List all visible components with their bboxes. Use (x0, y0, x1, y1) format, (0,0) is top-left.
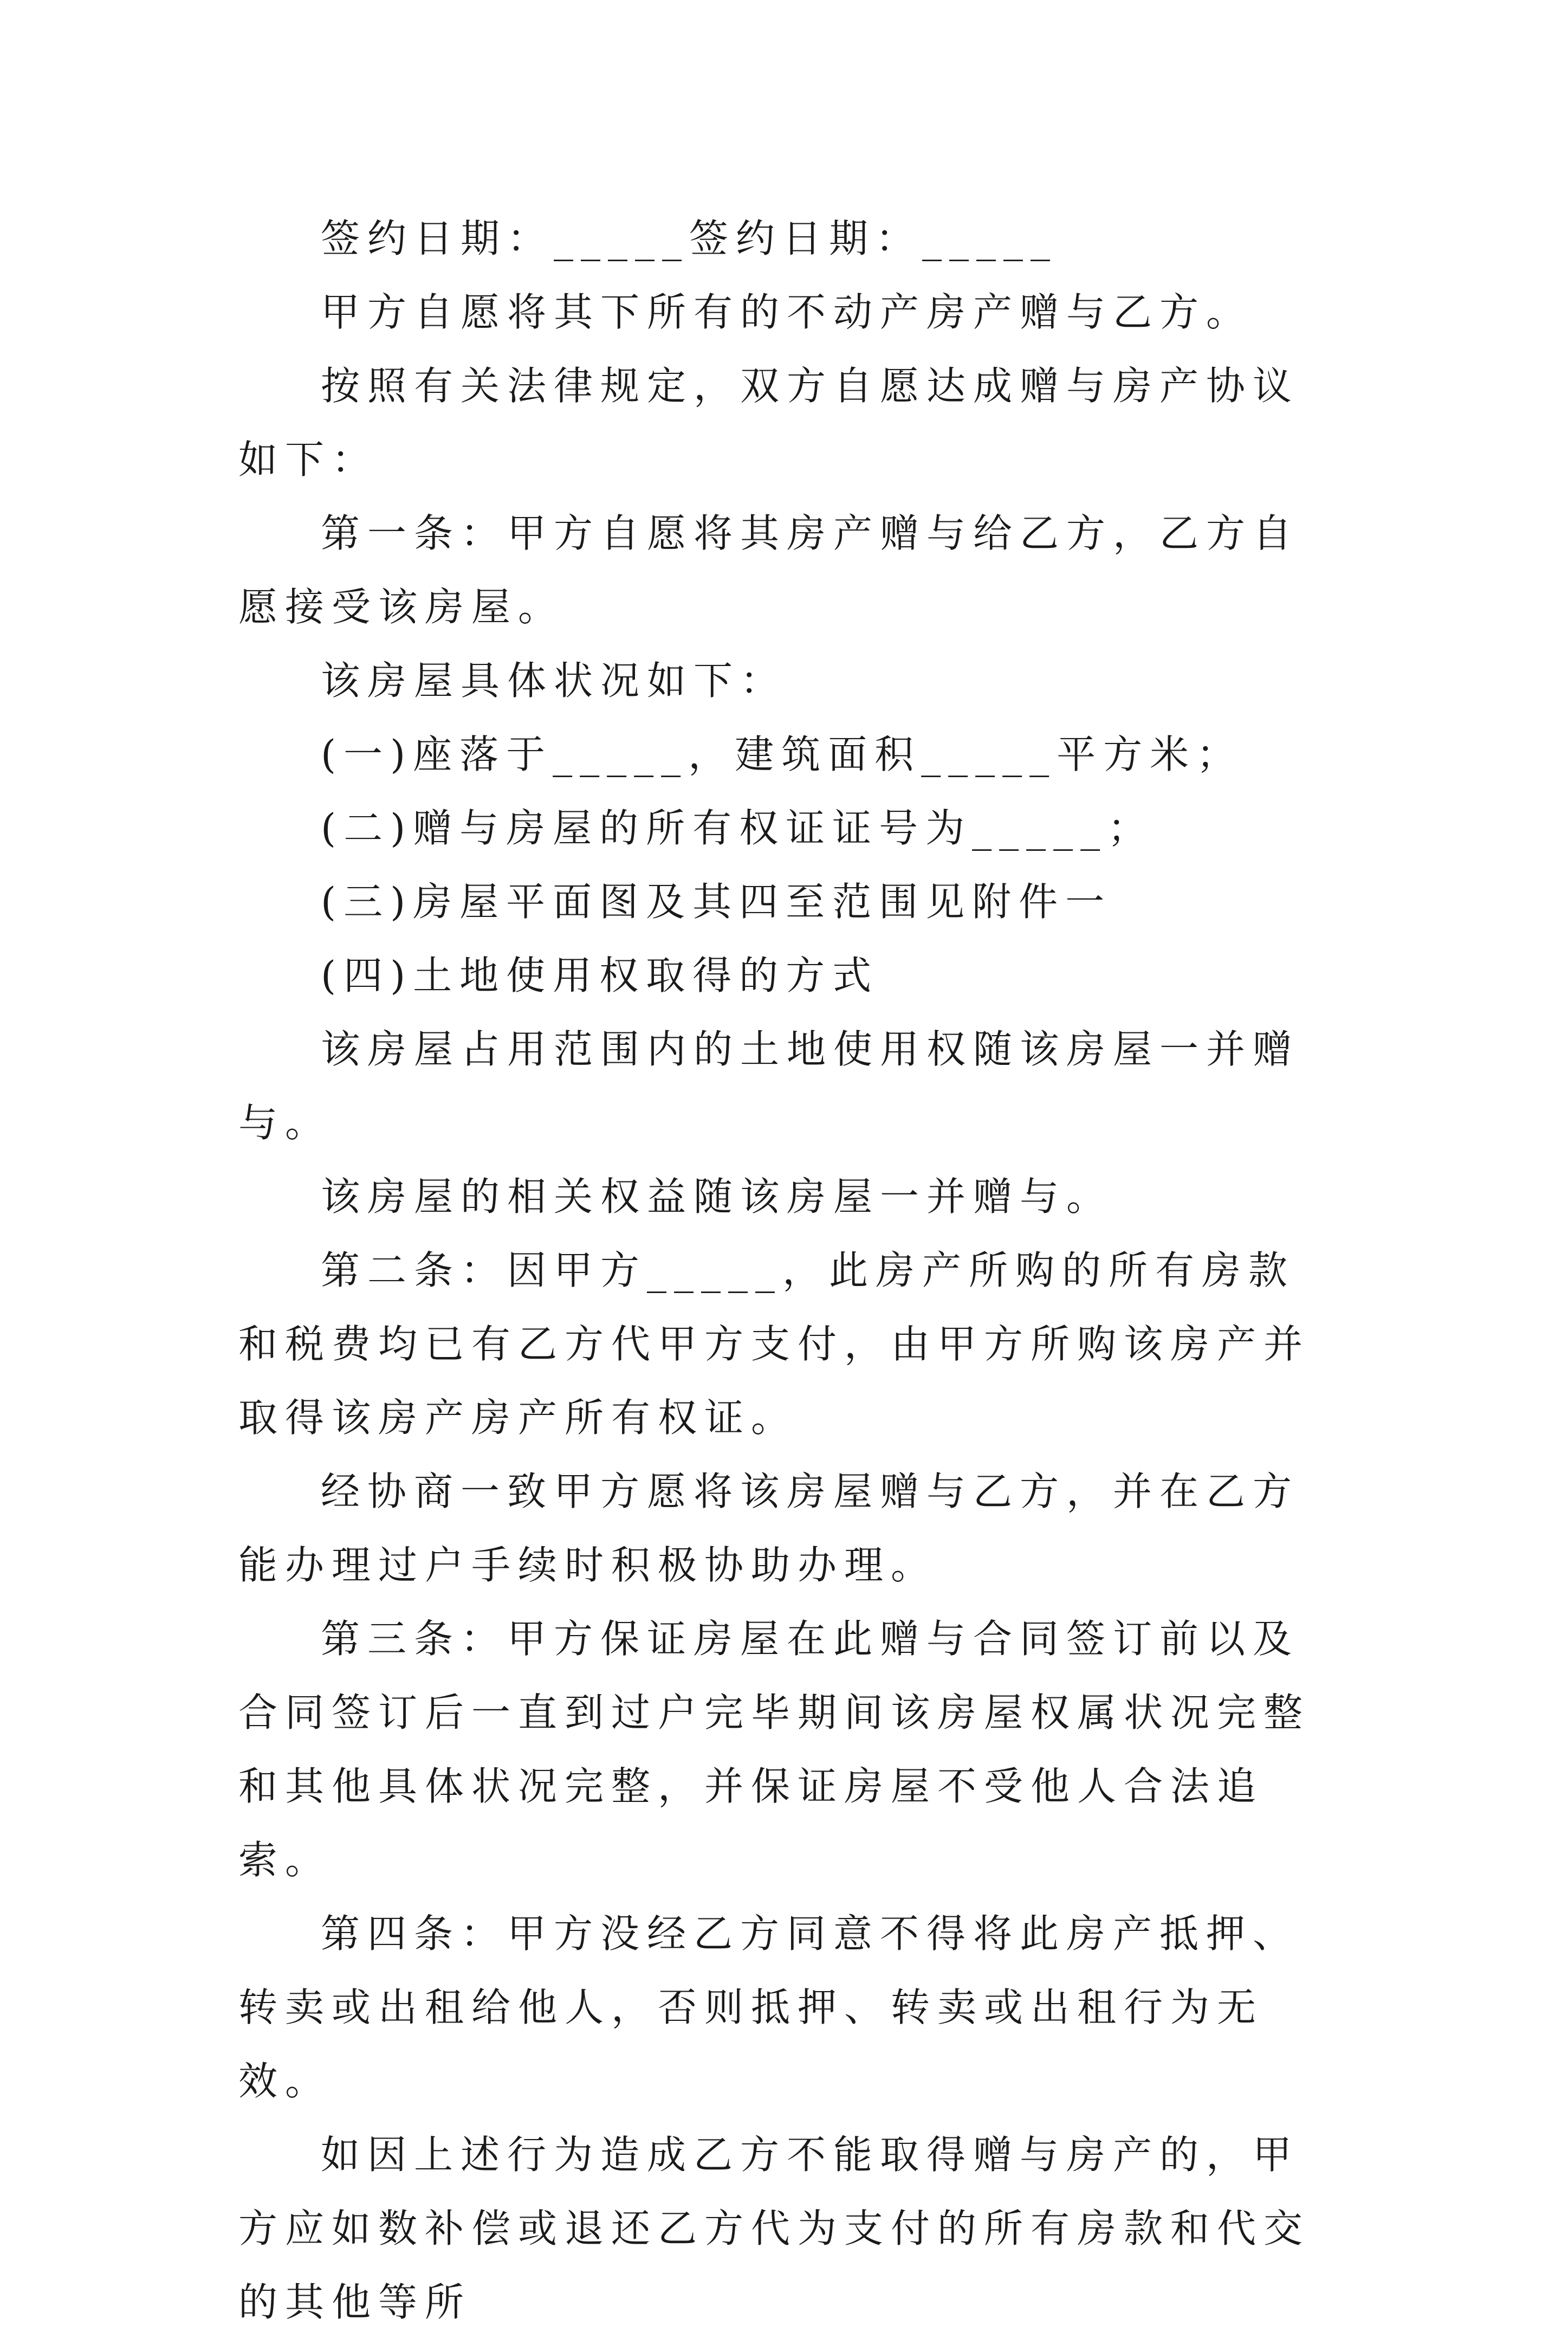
article-4: 第四条：甲方没经乙方同意不得将此房产抵押、转卖或出租给他人，否则抵押、转卖或出租行为无效。 (238, 1911, 1300, 2104)
article-2: 第二条：因甲方_____，此房产所购的所有房款和税费均已有乙方代甲方支付，由甲方所购该房产并取得该房产房产所有权证。 (238, 1248, 1311, 1440)
paragraph-land-rights: 该房屋占用范围内的土地使用权随该房屋一并赠与。 (238, 1026, 1300, 1146)
paragraph-related-rights: 该房屋的相关权益随该房屋一并赠与。 (321, 1174, 1113, 1219)
paragraph-agreement-intro: 按照有关法律规定，双方自愿达成赠与房产协议如下： (238, 363, 1300, 482)
item-1-location: (一)座落于_____，建筑面积_____平方米； (321, 732, 1243, 777)
paragraph-gift-statement: 甲方自愿将其下所有的不动产房产赠与乙方。 (321, 289, 1253, 335)
item-2-certificate: (二)赠与房屋的所有权证证号为_____； (321, 805, 1155, 851)
paragraph-compensation: 如因上述行为造成乙方不能取得赠与房产的，甲方应如数补偿或退还乙方代为支付的所有房款和代交的其他等所 (238, 2132, 1311, 2325)
article-1: 第一条：甲方自愿将其房产赠与给乙方，乙方自愿接受该房屋。 (238, 511, 1300, 630)
signing-date-line: 签约日期：_____签约日期：_____ (321, 216, 1058, 261)
paragraph-house-status: 该房屋具体状况如下： (321, 658, 787, 703)
article-3: 第三条：甲方保证房屋在此赠与合同签订前以及合同签订后一直到过户完毕期间该房屋权属状况完整和其他具体状况完整，并保证房屋不受他人合法追索。 (238, 1616, 1311, 1883)
document-body (238, 202, 1333, 2339)
item-3-floor-plan: (三)房屋平面图及其四至范围见附件一 (321, 879, 1112, 925)
paragraph-negotiation: 经协商一致甲方愿将该房屋赠与乙方，并在乙方能办理过户手续时积极协助办理。 (238, 1469, 1300, 1588)
item-4-land-use: (四)土地使用权取得的方式 (321, 953, 879, 998)
